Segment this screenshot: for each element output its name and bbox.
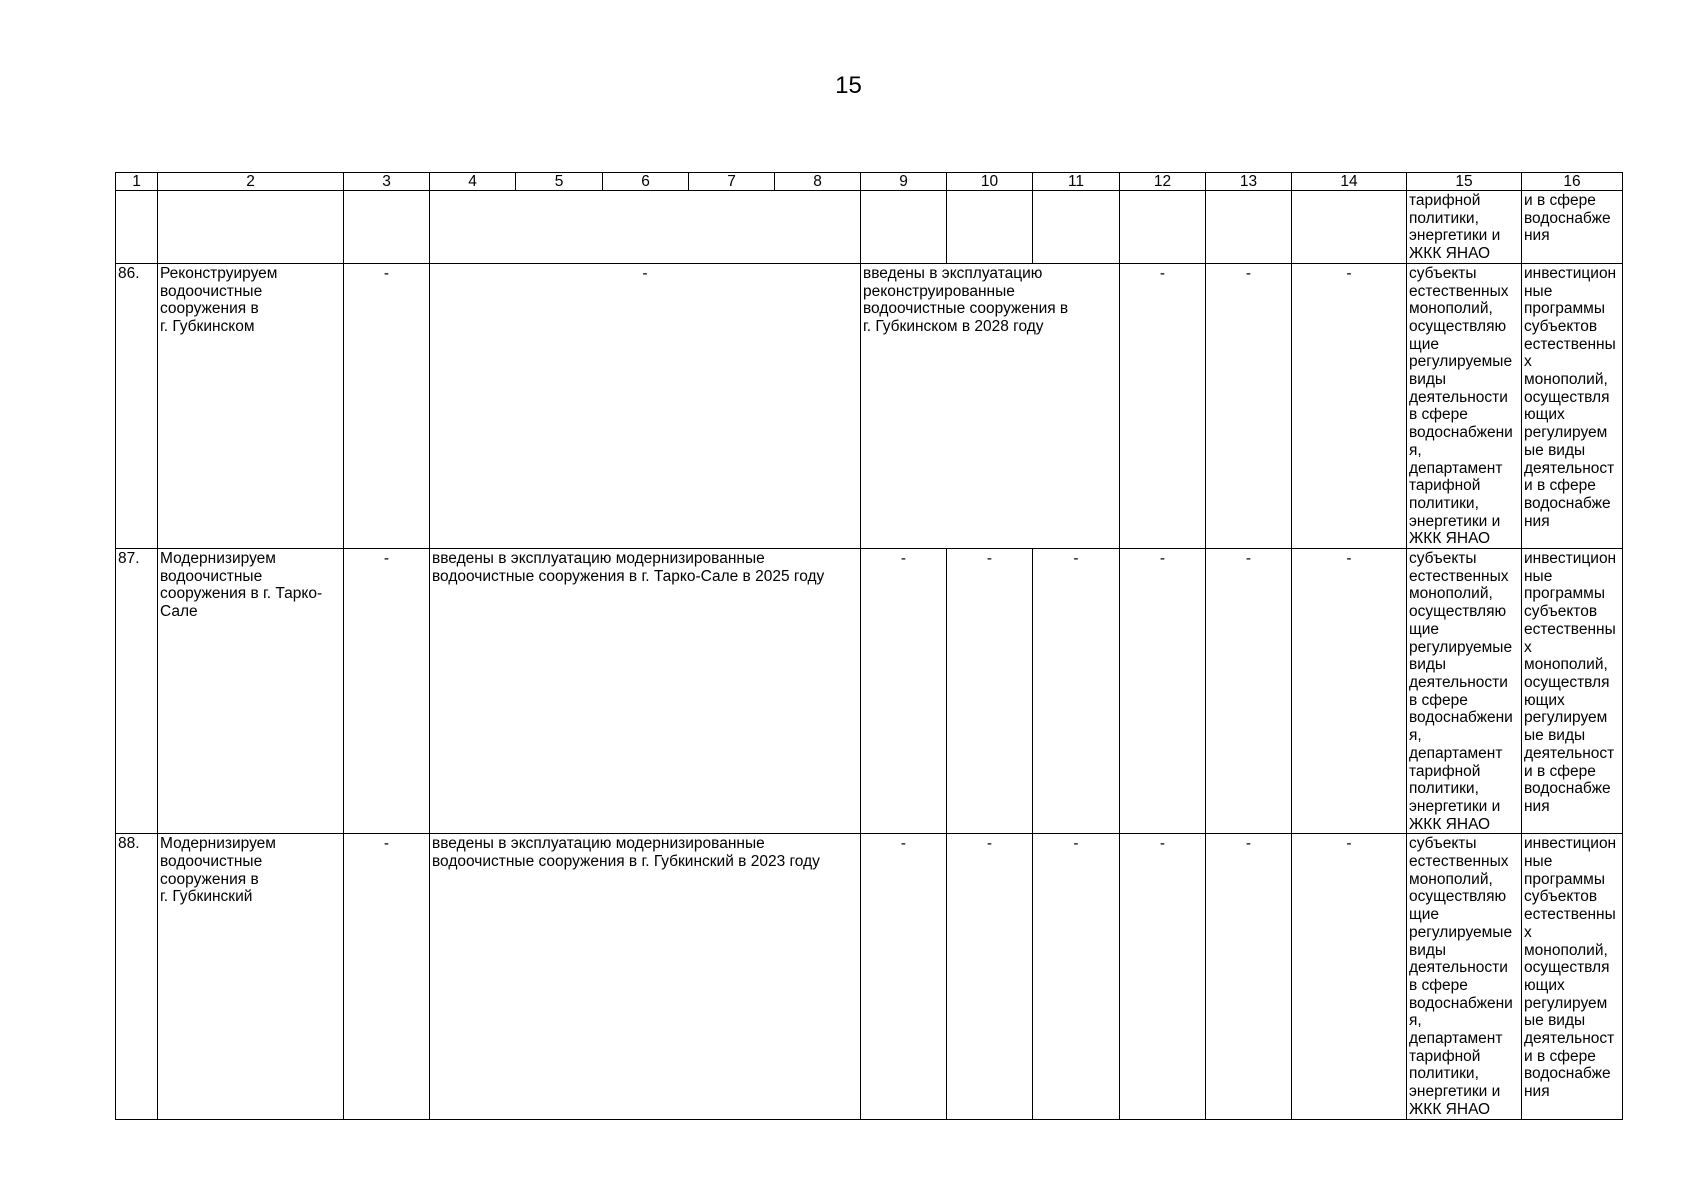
- table-cell: -: [1206, 834, 1292, 1119]
- table-cell: -: [430, 263, 861, 548]
- header-cell: 4: [430, 173, 516, 191]
- table-cell: -: [947, 834, 1033, 1119]
- row-name: Модернизируем водоочистные сооружения в г. Тарко- Сале: [158, 549, 344, 834]
- responsible-cell: субъекты естественных монополий, осуществляю щие регулируемые виды деятельности в сфере водоснабжени я, департамент тарифной политики, энергетики и ЖКК ЯНАО: [1407, 549, 1522, 834]
- table-cell: -: [947, 549, 1033, 834]
- table-cell: [158, 191, 344, 264]
- result-cell: введены в эксплуатацию модернизированные водоочистные сооружения в г. Губкинский в 2023 году: [430, 834, 861, 1119]
- responsible-cell: тарифной политики, энергетики и ЖКК ЯНАО: [1407, 191, 1522, 264]
- table-cell: -: [861, 834, 947, 1119]
- responsible-cell: субъекты естественных монополий, осуществляю щие регулируемые виды деятельности в сфере водоснабжени я, департамент тарифной политики, энергетики и ЖКК ЯНАО: [1407, 263, 1522, 548]
- table-cell: -: [1120, 549, 1206, 834]
- header-cell: 11: [1033, 173, 1120, 191]
- table-cell: -: [344, 549, 430, 834]
- table-cell: [430, 191, 861, 264]
- row-name: Модернизируем водоочистные сооружения в г. Губкинский: [158, 834, 344, 1119]
- table-cell: [1292, 191, 1407, 264]
- program-cell: инвестицион ные программы субъектов естественны х монополий, осуществля ющих регулируем ые виды деятельност и в сфере водоснабже ния: [1522, 263, 1623, 548]
- table-cell: -: [1120, 263, 1206, 548]
- table-cell: -: [344, 263, 430, 548]
- header-cell: 16: [1522, 173, 1623, 191]
- header-cell: 15: [1407, 173, 1522, 191]
- table-row: [116, 263, 1623, 548]
- table-cell: -: [1206, 549, 1292, 834]
- table-cell: [861, 191, 947, 264]
- header-cell: 3: [344, 173, 430, 191]
- table-cell: [947, 191, 1033, 264]
- page-number: 15: [835, 72, 862, 99]
- table-header-row: [116, 173, 1623, 191]
- result-cell: введены в эксплуатацию модернизированные водоочистные сооружения в г. Тарко-Сале в 2025 году: [430, 549, 861, 834]
- table-cell: -: [861, 549, 947, 834]
- table-cell: -: [1120, 834, 1206, 1119]
- responsible-cell: субъекты естественных монополий, осуществляю щие регулируемые виды деятельности в сфере водоснабжени я, департамент тарифной политики, энергетики и ЖКК ЯНАО: [1407, 834, 1522, 1119]
- table-cell: -: [1292, 834, 1407, 1119]
- program-cell: и в сфере водоснабже ния: [1522, 191, 1623, 264]
- header-cell: 2: [158, 173, 344, 191]
- table-cell: -: [1292, 549, 1407, 834]
- program-cell: инвестицион ные программы субъектов естественны х монополий, осуществля ющих регулируем ые виды деятельност и в сфере водоснабже ния: [1522, 549, 1623, 834]
- header-cell: 8: [775, 173, 861, 191]
- row-name: Реконструируем водоочистные сооружения в г. Губкинском: [158, 263, 344, 548]
- table-cell: [1206, 191, 1292, 264]
- header-cell: 7: [689, 173, 775, 191]
- table-cell: -: [1206, 263, 1292, 548]
- header-cell: 1: [116, 173, 158, 191]
- table-cell: [1033, 191, 1120, 264]
- header-cell: 13: [1206, 173, 1292, 191]
- table-cell: -: [1033, 834, 1120, 1119]
- table-cell: [116, 191, 158, 264]
- program-cell: инвестицион ные программы субъектов естественны х монополий, осуществля ющих регулируем ые виды деятельност и в сфере водоснабже ния: [1522, 834, 1623, 1119]
- header-cell: 9: [861, 173, 947, 191]
- row-number: 87.: [116, 549, 158, 834]
- header-cell: 5: [516, 173, 603, 191]
- row-number: 88.: [116, 834, 158, 1119]
- table-row-continuation: [116, 191, 1623, 264]
- table-cell: [1120, 191, 1206, 264]
- header-cell: 14: [1292, 173, 1407, 191]
- table-row: [116, 834, 1623, 1119]
- result-cell: введены в эксплуатацию реконструированные водоочистные сооружения в г. Губкинском в 2028 году: [861, 263, 1120, 548]
- table-row: [116, 549, 1623, 834]
- header-cell: 12: [1120, 173, 1206, 191]
- table-cell: [344, 191, 430, 264]
- table-cell: -: [1292, 263, 1407, 548]
- table-cell: -: [1033, 549, 1120, 834]
- document-table: [115, 172, 1623, 1120]
- row-number: 86.: [116, 263, 158, 548]
- header-cell: 6: [603, 173, 689, 191]
- header-cell: 10: [947, 173, 1033, 191]
- table-cell: -: [344, 834, 430, 1119]
